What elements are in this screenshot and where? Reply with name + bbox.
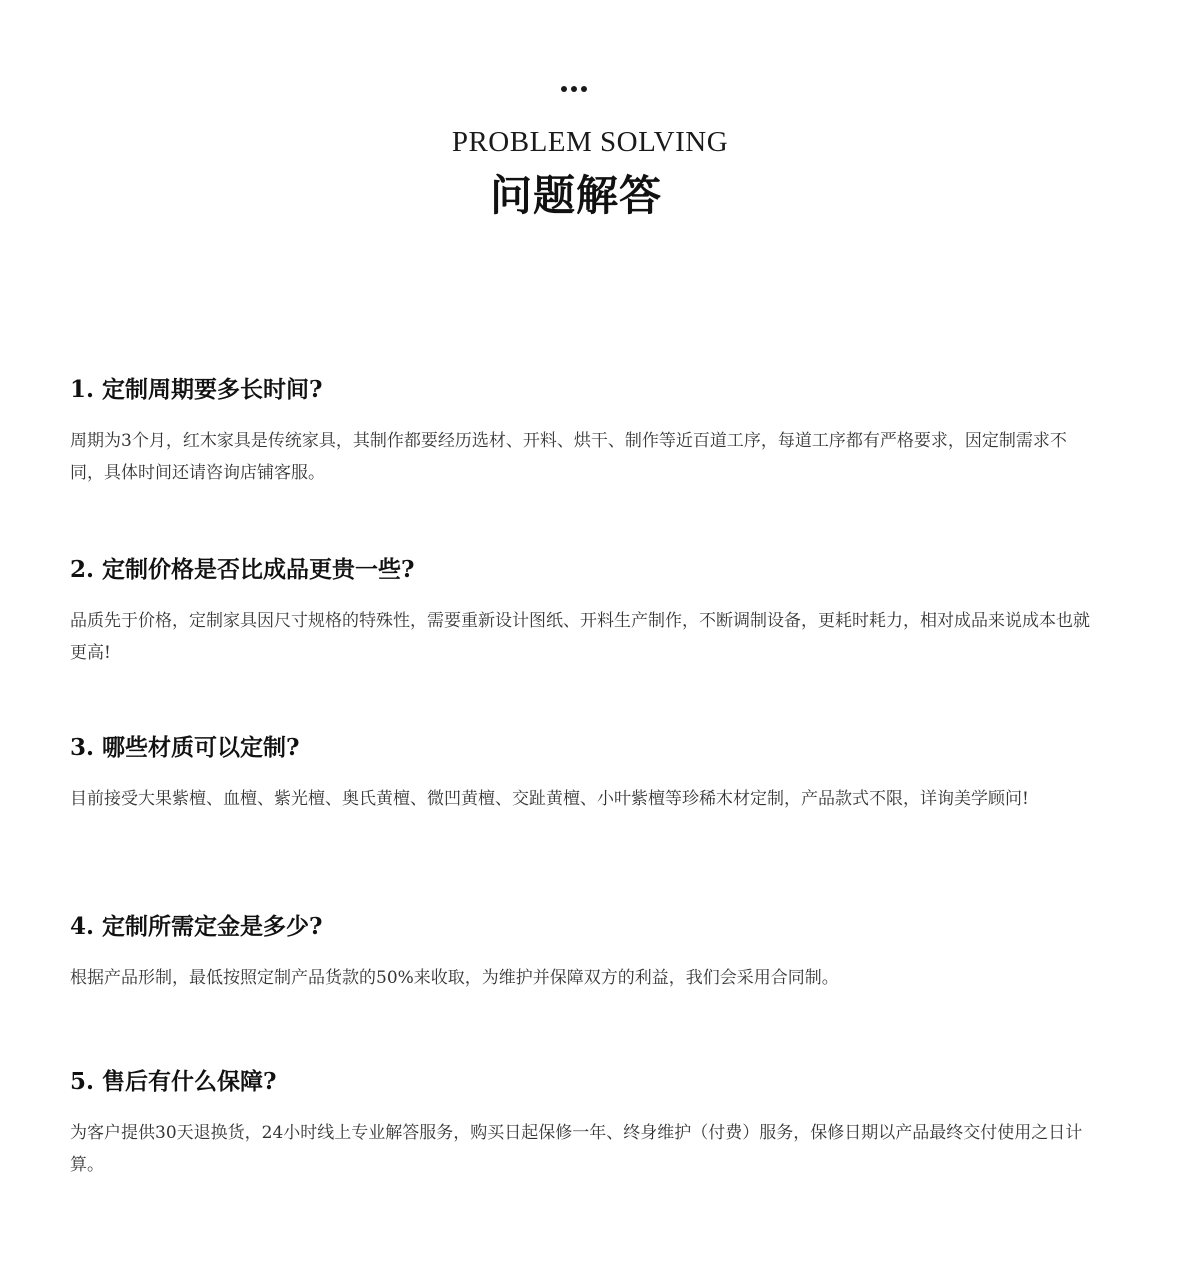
faq-answer: 为客户提供30天退换货，24小时线上专业解答服务，购买日起保修一年、终身维护（付费）服务，保修日期以产品最终交付使用之日计算。 xyxy=(70,1123,1083,1175)
ellipsis-dots-icon xyxy=(0,78,1180,98)
english-title: PROBLEM SOLVING xyxy=(451,126,729,158)
faq-item-4 xyxy=(70,912,1100,994)
faq-item-3 xyxy=(70,733,1100,815)
faq-question: 2. 定制价格是否比成品更贵一些? xyxy=(70,556,415,583)
dot xyxy=(561,86,567,92)
chinese-title: 问题解答 xyxy=(489,171,662,220)
faq-answer: 品质先于价格，定制家具因尺寸规格的特殊性，需要重新设计图纸、开料生产制作，不断调制设备，更耗时耗力，相对成品来说成本也就更高! xyxy=(70,611,1090,663)
dot xyxy=(581,86,587,92)
faq-question: 1. 定制周期要多长时间? xyxy=(70,376,323,403)
faq-item-1 xyxy=(70,375,1100,489)
faq-answer: 周期为3个月，红木家具是传统家具，其制作都要经历选材、开料、烘干、制作等近百道工序，每道工序都有严格要求，因定制需求不同，具体时间还请咨询店铺客服。 xyxy=(70,431,1067,483)
faq-question: 4. 定制所需定金是多少? xyxy=(70,913,323,940)
faq-answer: 目前接受大果紫檀、血檀、紫光檀、奥氏黄檀、微凹黄檀、交趾黄檀、小叶紫檀等珍稀木材定制，产品款式不限，详询美学顾问! xyxy=(70,789,1029,809)
faq-item-2 xyxy=(70,555,1100,669)
dot xyxy=(571,86,577,92)
faq-question: 3. 哪些材质可以定制? xyxy=(70,734,300,761)
faq-answer: 根据产品形制，最低按照定制产品货款的50%来收取，为维护并保障双方的利益，我们会采用合同制。 xyxy=(70,968,839,988)
faq-question: 5. 售后有什么保障? xyxy=(70,1068,277,1095)
faq-item-5 xyxy=(70,1067,1100,1181)
section-header xyxy=(0,78,1180,222)
